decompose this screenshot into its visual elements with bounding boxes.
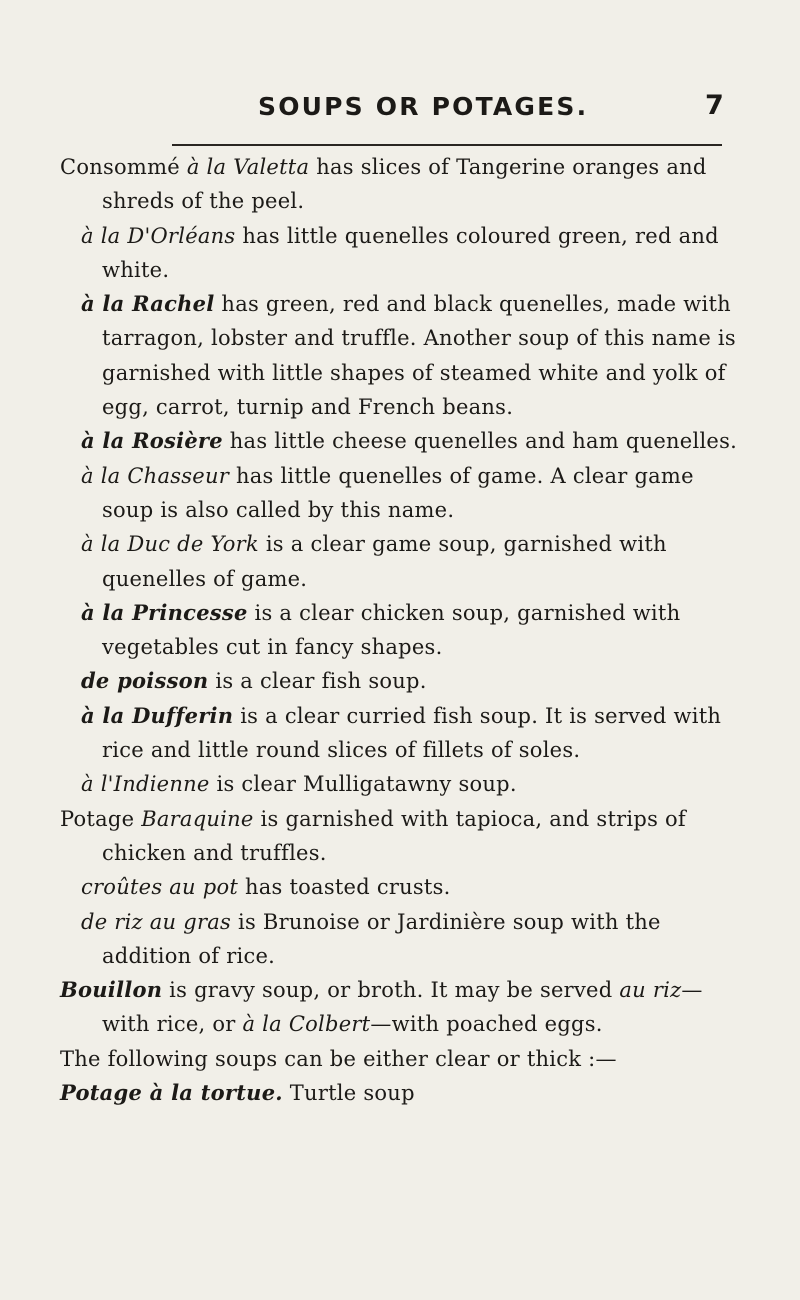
- entry-term: Bouillon: [60, 977, 163, 1003]
- entry-term: à la Rachel: [81, 291, 215, 317]
- entry-term: de poisson: [81, 668, 209, 694]
- entry-croutes-au-pot: [60, 870, 750, 904]
- entry-dufferin: [60, 699, 750, 768]
- entry-consomme-valetta: [60, 150, 750, 219]
- entry-term-au-riz: au riz: [619, 978, 682, 1003]
- running-head: [0, 88, 800, 128]
- entry-rachel: [60, 287, 750, 424]
- entry-text: has little quenelles coloured green, red and white.: [102, 223, 719, 282]
- header-rule: [172, 144, 722, 146]
- entry-rosiere: [60, 424, 750, 458]
- following-sentence: The following soups can be either clear or thick :—: [60, 1046, 617, 1071]
- entry-term: à la Rosière: [81, 428, 223, 454]
- entry-term: à la D'Orléans: [81, 223, 236, 248]
- entry-bouillon: [60, 973, 750, 1042]
- entry-text: is clear Mulligatawny soup.: [209, 772, 517, 797]
- entry-princesse: [60, 596, 750, 665]
- entry-text: has green, red and black quenelles, made with tarragon, lobster and truffle. Another soup of this name is garnished with little shapes of steamed white and yolk of egg, carrot, turnip and French beans.: [102, 292, 736, 420]
- entry-term: à l'Indienne: [81, 772, 210, 797]
- entry-term: à la Duc de York: [81, 532, 259, 557]
- entry-term: à la Valetta: [186, 155, 310, 179]
- entry-text: is a clear fish soup.: [208, 669, 427, 694]
- entry-riz-au-gras: [60, 905, 750, 974]
- entry-text: is gravy soup, or broth. It may be served: [162, 978, 620, 1003]
- entry-term: de riz au gras: [81, 909, 232, 934]
- entry-term: à la Dufferin: [81, 702, 234, 728]
- entry-lead: Consommé: [60, 155, 187, 179]
- entry-text: Turtle soup: [282, 1081, 415, 1106]
- entry-text: has little quenelles of game. A clear game soup is also called by this name.: [102, 463, 694, 522]
- entry-term: Potage à la tortue.: [60, 1080, 283, 1106]
- entry-poisson: [60, 664, 750, 698]
- entry-orleans: [60, 219, 750, 288]
- entry-text: has toasted crusts.: [238, 875, 451, 900]
- entry-chasseur: [60, 459, 750, 528]
- entry-indienne: [60, 767, 750, 801]
- entry-lead: Potage: [60, 806, 142, 831]
- entry-term-colbert: à la Colbert: [242, 1012, 371, 1037]
- entry-term: à la Princesse: [81, 599, 248, 625]
- entry-text: is Brunoise or Jardinière soup with the addition of rice.: [102, 909, 661, 968]
- entry-text: is a clear chicken soup, garnished with vegetables cut in fancy shapes.: [102, 600, 681, 660]
- body-text: [60, 150, 750, 1110]
- running-title: SOUPS OR POTAGES.: [258, 92, 589, 121]
- entry-term: croûtes au pot: [81, 875, 239, 900]
- entry-potage-tortue: [60, 1076, 750, 1110]
- entry-potage-baraquine: [60, 802, 750, 871]
- entry-term: à la Chasseur: [81, 463, 230, 488]
- entry-duc-de-york: [60, 527, 750, 596]
- entry-term: Baraquine: [141, 806, 254, 831]
- entry-text: is garnished with tapioca, and strips of chicken and truffles.: [102, 806, 686, 865]
- entry-text: has slices of Tangerine oranges and shreds of the peel.: [102, 155, 707, 214]
- entry-text: —with rice, or: [102, 978, 703, 1037]
- entry-text: —with poached eggs.: [370, 1012, 603, 1037]
- entry-text: is a clear curried fish soup. It is served with rice and little round slices of fillets of soles.: [102, 703, 722, 763]
- entry-text: is a clear game soup, garnished with quenelles of game.: [102, 532, 667, 591]
- page-number: 7: [705, 90, 724, 121]
- entry-text: has little cheese quenelles and ham quenelles.: [222, 429, 738, 454]
